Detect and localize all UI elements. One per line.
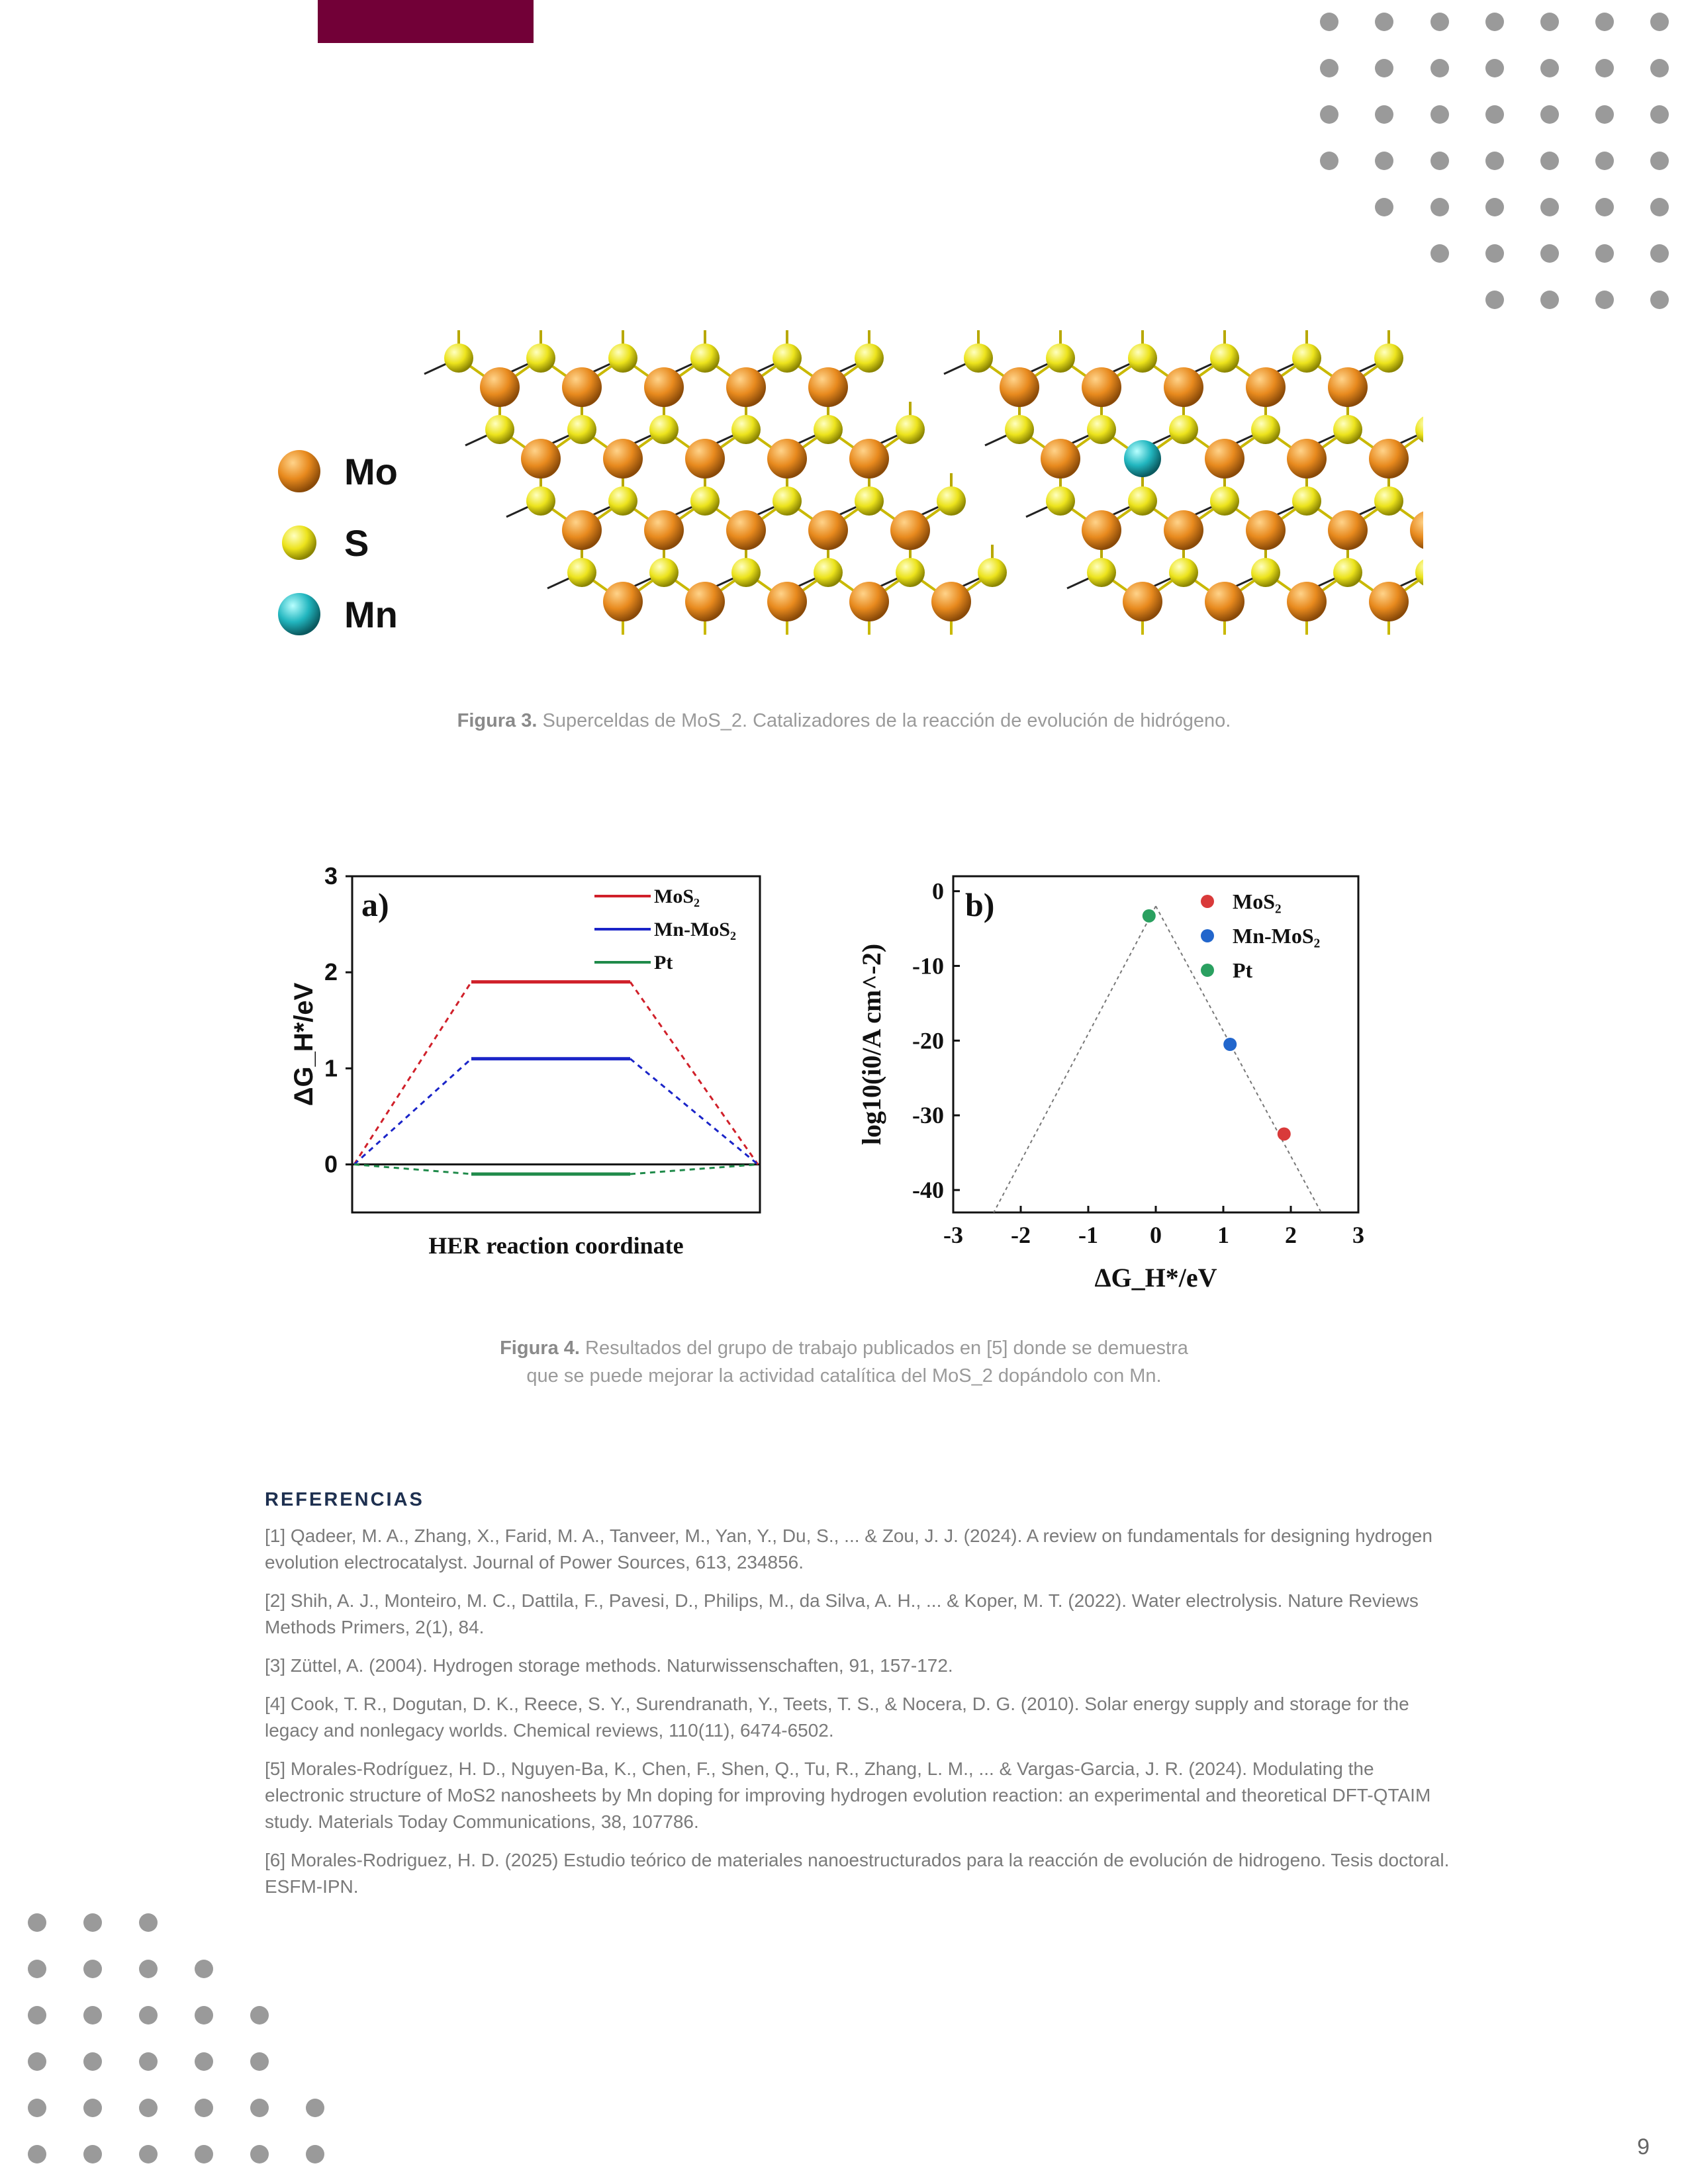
molybdenum-atom [685, 582, 725, 621]
decorative-dot [195, 1960, 213, 1978]
chart-b-y-tick-label: -10 [912, 952, 944, 979]
sulfur-atom [773, 486, 802, 516]
sulfur-atom [1333, 558, 1362, 587]
decorative-dot [28, 1913, 46, 1932]
decorative-dot [28, 2145, 46, 2163]
sulfur-atom [1169, 558, 1198, 587]
decorative-dot [1485, 105, 1504, 124]
sulfur-atom [731, 558, 761, 587]
decorative-dot [1320, 13, 1338, 31]
decorative-dot [1375, 13, 1393, 31]
sulfur-atom [896, 415, 925, 444]
figure-4-caption-line2: que se puede mejorar la actividad catalítica del MoS_2 dopándolo con Mn. [526, 1365, 1162, 1387]
decorative-dot [1595, 244, 1614, 263]
figure-4-caption-label: Figura 4. [500, 1338, 580, 1359]
sulfur-atom [690, 486, 720, 516]
decorative-dot [1650, 291, 1669, 309]
decorative-dot [83, 1960, 102, 1978]
sulfur-atom [1374, 343, 1403, 373]
decorative-dot [195, 2099, 213, 2117]
decorative-dot [1485, 13, 1504, 31]
molybdenum-atom [562, 510, 602, 550]
molybdenum-atom [890, 510, 930, 550]
chart-a-series-0-dashed [354, 982, 471, 1165]
decorative-dot [250, 2145, 269, 2163]
decorative-dot [1375, 152, 1393, 170]
molybdenum-atom [1205, 439, 1244, 478]
figure-3-caption-text: Superceldas de MoS_2. Catalizadores de la reacción de evolución de hidrógeno. [542, 710, 1231, 731]
decorative-dot [28, 2006, 46, 2025]
sulfur-atom [1374, 486, 1403, 516]
references-section [265, 1489, 1450, 1912]
sulfur-atom [485, 415, 514, 444]
chart-b-point-pt [1143, 909, 1156, 923]
sulfur-atom [526, 343, 555, 373]
molybdenum-atom [685, 439, 725, 478]
molybdenum-atom [1205, 582, 1244, 621]
chart-b-x-tick-label: -2 [1011, 1222, 1031, 1248]
sulfur-atom [1292, 486, 1321, 516]
decorative-dot [139, 2099, 158, 2117]
chart-b-x-tick-label: 1 [1217, 1222, 1229, 1248]
chart-a-y-tick-label: 2 [324, 958, 338, 986]
chart-a-y-tick-label: 1 [324, 1054, 338, 1082]
decorative-dot [1540, 13, 1559, 31]
decorative-dot [1650, 244, 1669, 263]
chart-b-x-tick-label: -3 [943, 1222, 963, 1248]
sulfur-atom [1128, 486, 1157, 516]
decorative-dot [1375, 105, 1393, 124]
chart-b-point-mn-mos2 [1223, 1038, 1237, 1051]
chart-b-x-label: ΔG_H*/eV [1094, 1263, 1217, 1293]
page-number: 9 [1637, 2134, 1650, 2160]
decorative-dot [139, 2006, 158, 2025]
decorative-dot [1430, 13, 1449, 31]
figure-3-caption-label: Figura 3. [457, 710, 538, 731]
legend-label-mo: Mo [344, 451, 398, 492]
chart-a-y-tick-label: 0 [324, 1150, 338, 1178]
decorative-dot [28, 2099, 46, 2117]
chart-a-legend-label: MoS₂ [654, 886, 700, 907]
sulfur-atom [814, 558, 843, 587]
sulfur-atom [1046, 343, 1075, 373]
chart-b-point-mos2 [1278, 1127, 1291, 1140]
decorative-dot [1430, 198, 1449, 216]
decorative-dot [1320, 152, 1338, 170]
sulfur-atom [1046, 486, 1075, 516]
sulfur-atom [444, 343, 473, 373]
decorative-dot [1430, 152, 1449, 170]
sulfur-atom [1333, 415, 1362, 444]
figure-4-her-results [278, 860, 1403, 1297]
molybdenum-atom [808, 367, 848, 407]
decorative-dot [195, 2006, 213, 2025]
sulfur-atom [690, 343, 720, 373]
chart-a-series-1-dashed [354, 1059, 471, 1165]
decorative-dot [250, 2099, 269, 2117]
chart-a-series-2-dashed [354, 1164, 471, 1174]
molybdenum-atom [1000, 367, 1039, 407]
molybdenum-atom [808, 510, 848, 550]
decorative-dot [1540, 198, 1559, 216]
molybdenum-atom [1082, 367, 1121, 407]
decorative-dot [1595, 198, 1614, 216]
molybdenum-atom [1328, 367, 1368, 407]
molybdenum-atom [644, 367, 684, 407]
sulfur-atom [567, 558, 596, 587]
decorative-dot [83, 2052, 102, 2071]
molybdenum-atom [849, 439, 889, 478]
decorative-dot [83, 2145, 102, 2163]
decorative-dot [139, 2145, 158, 2163]
decorative-dot [306, 2145, 324, 2163]
sulfur-atom [649, 558, 679, 587]
decorative-dot [306, 2099, 324, 2117]
chart-a-y-tick-label: 3 [324, 862, 338, 889]
chart-b-x-tick-label: 2 [1285, 1222, 1297, 1248]
decorative-dot [250, 2052, 269, 2071]
molybdenum-atom [1123, 582, 1162, 621]
decorative-dot [1485, 198, 1504, 216]
chart-b-x-tick-label: -1 [1078, 1222, 1098, 1248]
decorative-dot [1430, 59, 1449, 77]
atoms [444, 343, 1007, 621]
sulfur-atom [855, 343, 884, 373]
legend-atom-s [282, 525, 316, 560]
reference-item: [4] Cook, T. R., Dogutan, D. K., Reece, S. Y., Surendranath, Y., Teets, T. S., & Nocera, D. G. (2010). Solar energy supply and storage for the legacy and nonlegacy worlds. Chemical reviews, 110(11), 6474-6502. [265, 1694, 1409, 1741]
molybdenum-atom [1287, 582, 1327, 621]
chart-a-legend-label: Pt [654, 952, 673, 974]
sulfur-atom [896, 558, 925, 587]
figure-3-caption [0, 707, 1688, 735]
molybdenum-atom [603, 582, 643, 621]
sulfur-atom [1087, 558, 1116, 587]
chart-a-series-2-dashed [630, 1164, 758, 1174]
sulfur-atom [1087, 415, 1116, 444]
figure-4-caption-line1: Resultados del grupo de trabajo publicados en [5] donde se demuestra [585, 1338, 1188, 1359]
chart-b-legend-marker [1201, 964, 1214, 977]
figure-4-caption [0, 1334, 1688, 1390]
decorative-dot [1650, 13, 1669, 31]
sulfur-atom [608, 343, 637, 373]
decorative-dot [28, 2052, 46, 2071]
molybdenum-atom [1041, 439, 1080, 478]
sulfur-atom [1005, 415, 1034, 444]
decorative-dot [1375, 198, 1393, 216]
sulfur-atom [1169, 415, 1198, 444]
references-heading: REFERENCIAS [265, 1489, 424, 1510]
decorative-dot [195, 2052, 213, 2071]
chart-b-legend-label: Pt [1233, 958, 1253, 982]
decorative-dot [1650, 59, 1669, 77]
decorative-dot [83, 2099, 102, 2117]
legend-atom-mn [278, 593, 320, 635]
decorative-dot [1540, 105, 1559, 124]
decorative-dot [1595, 59, 1614, 77]
figure-3-mos2-supercells [265, 318, 1423, 662]
molybdenum-atom [1328, 510, 1368, 550]
sulfur-atom [1210, 343, 1239, 373]
decorative-dot [250, 2006, 269, 2025]
decorative-dot [1540, 59, 1559, 77]
decorative-dot [1540, 244, 1559, 263]
chart-b-y-tick-label: -30 [912, 1102, 944, 1129]
chart-a-panel-label: a) [361, 886, 389, 923]
decorative-dot [1485, 152, 1504, 170]
sulfur-atom [855, 486, 884, 516]
reference-item: [3] Züttel, A. (2004). Hydrogen storage methods. Naturwissenschaften, 91, 157-172. [265, 1655, 953, 1676]
atom-legend [278, 450, 398, 635]
chart-a-series-0-dashed [630, 982, 758, 1165]
sulfur-atom [814, 415, 843, 444]
chart-b-x-tick-label: 3 [1352, 1222, 1364, 1248]
reference-item: [2] Shih, A. J., Monteiro, M. C., Dattila, F., Pavesi, D., Philips, M., da Silva, A. H., ... & Koper, M. T. (2022). Water electrolysis. Nature Reviews Methods Primers, 2(1), 84. [265, 1590, 1419, 1637]
chart-b-volcano-left [994, 906, 1156, 1212]
sulfur-atom [649, 415, 679, 444]
decorative-dot [139, 1913, 158, 1932]
decorative-dot [83, 2006, 102, 2025]
decorative-dot [1320, 59, 1338, 77]
decorative-dot [195, 2145, 213, 2163]
chart-b-volcano-right [1156, 906, 1321, 1212]
sulfur-atom [1292, 343, 1321, 373]
reference-item: [5] Morales-Rodríguez, H. D., Nguyen-Ba, K., Chen, F., Shen, Q., Tu, R., Zhang, L. M., ... & Vargas-Garcia, J. R. (2024). Modulating the electronic structure of MoS2 nanosheets by Mn doping for improving hydrogen evolution reaction: an experimental and theoretical DFT-QTAIM study. Materials Today Communications, 38, 107786. [265, 1758, 1431, 1832]
sulfur-atom [608, 486, 637, 516]
sulfur-atom [1251, 415, 1280, 444]
molybdenum-atom [1369, 582, 1409, 621]
decorative-dot [1595, 105, 1614, 124]
chart-b-legend-label: Mn-MoS₂ [1233, 924, 1321, 948]
chart-a-y-label: ΔG_H*/eV [289, 982, 318, 1107]
chart-a-x-label: HER reaction coordinate [428, 1232, 684, 1259]
molybdenum-atom [480, 367, 520, 407]
decorative-dot [1485, 59, 1504, 77]
reference-item: [1] Qadeer, M. A., Zhang, X., Farid, M. A., Tanveer, M., Yan, Y., Du, S., ... & Zou, J. J. (2024). A review on fundamentals for designing hydrogen evolution electrocatalyst. Journal of Power Sources, 613, 234856. [265, 1525, 1432, 1572]
sulfur-atom [978, 558, 1007, 587]
decorative-dot [1595, 13, 1614, 31]
decorative-dot [1595, 291, 1614, 309]
molybdenum-atom [726, 367, 766, 407]
sulfur-atom [526, 486, 555, 516]
decorative-dot [1650, 198, 1669, 216]
molybdenum-atom [726, 510, 766, 550]
decorative-dot [1485, 291, 1504, 309]
decorative-dot [83, 1913, 102, 1932]
chart-b-x-tick-label: 0 [1150, 1222, 1162, 1248]
molybdenum-atom [767, 582, 807, 621]
decorative-dot [1650, 105, 1669, 124]
decorative-dot [139, 2052, 158, 2071]
sulfur-atom [1210, 486, 1239, 516]
chart-b-y-label: log10(i0/A cm^-2) [857, 943, 886, 1146]
sulfur-atom [1251, 558, 1280, 587]
legend-atom-mo [278, 450, 320, 492]
sulfur-atom [567, 415, 596, 444]
molybdenum-atom [1082, 510, 1121, 550]
decorative-dot [28, 1960, 46, 1978]
sulfur-atom [773, 343, 802, 373]
dot-pattern-bottom-left [0, 1893, 331, 2184]
molybdenum-atom [849, 582, 889, 621]
sulfur-atom [731, 415, 761, 444]
sulfur-atom [1128, 343, 1157, 373]
chart-b-legend-marker [1201, 895, 1214, 908]
molybdenum-atom [1369, 439, 1409, 478]
molybdenum-atom [1246, 367, 1286, 407]
decorative-dot [1375, 59, 1393, 77]
molybdenum-atom [562, 367, 602, 407]
decorative-dot [1430, 105, 1449, 124]
chart-b-legend-label: MoS₂ [1233, 889, 1282, 913]
reference-item: [6] Morales-Rodriguez, H. D. (2025) Estudio teórico de materiales nanoestructurados para la reacción de evolución de hidrogeno. Tesis doctoral. ESFM-IPN. [265, 1850, 1450, 1897]
chart-b-y-tick-label: -20 [912, 1027, 944, 1054]
chart-b-y-tick-label: -40 [912, 1177, 944, 1204]
molybdenum-atom [931, 582, 971, 621]
decorative-dot [1540, 152, 1559, 170]
sulfur-atom [937, 486, 966, 516]
decorative-dot [1320, 105, 1338, 124]
mn-doped-mos2-lattice [944, 330, 1423, 635]
molybdenum-atom [1164, 367, 1203, 407]
molybdenum-atom [1246, 510, 1286, 550]
decorative-dot [1485, 244, 1504, 263]
decorative-dot [1595, 152, 1614, 170]
chart-b-legend-marker [1201, 929, 1214, 942]
chart-a-legend-label: Mn-MoS₂ [654, 919, 736, 940]
decorative-dot [1430, 244, 1449, 263]
decorative-dot [1650, 152, 1669, 170]
molybdenum-atom [521, 439, 561, 478]
atoms [964, 343, 1423, 621]
chart-b-volcano-plot [857, 876, 1364, 1293]
sulfur-atom [964, 343, 993, 373]
legend-label-mn: Mn [344, 594, 398, 635]
molybdenum-atom [1287, 439, 1327, 478]
manganese-atom [1124, 440, 1161, 477]
chart-b-y-tick-label: 0 [932, 878, 944, 905]
molybdenum-atom [644, 510, 684, 550]
molybdenum-atom [767, 439, 807, 478]
dot-pattern-top-right [1297, 0, 1688, 318]
decorative-dot [139, 1960, 158, 1978]
accent-bar [318, 0, 534, 43]
molybdenum-atom [1164, 510, 1203, 550]
pristine-mos2-lattice [424, 330, 1007, 635]
molybdenum-atom [603, 439, 643, 478]
decorative-dot [1540, 291, 1559, 309]
legend-label-s: S [344, 522, 369, 564]
chart-a-free-energy [289, 862, 760, 1259]
chart-b-panel-label: b) [965, 886, 995, 923]
